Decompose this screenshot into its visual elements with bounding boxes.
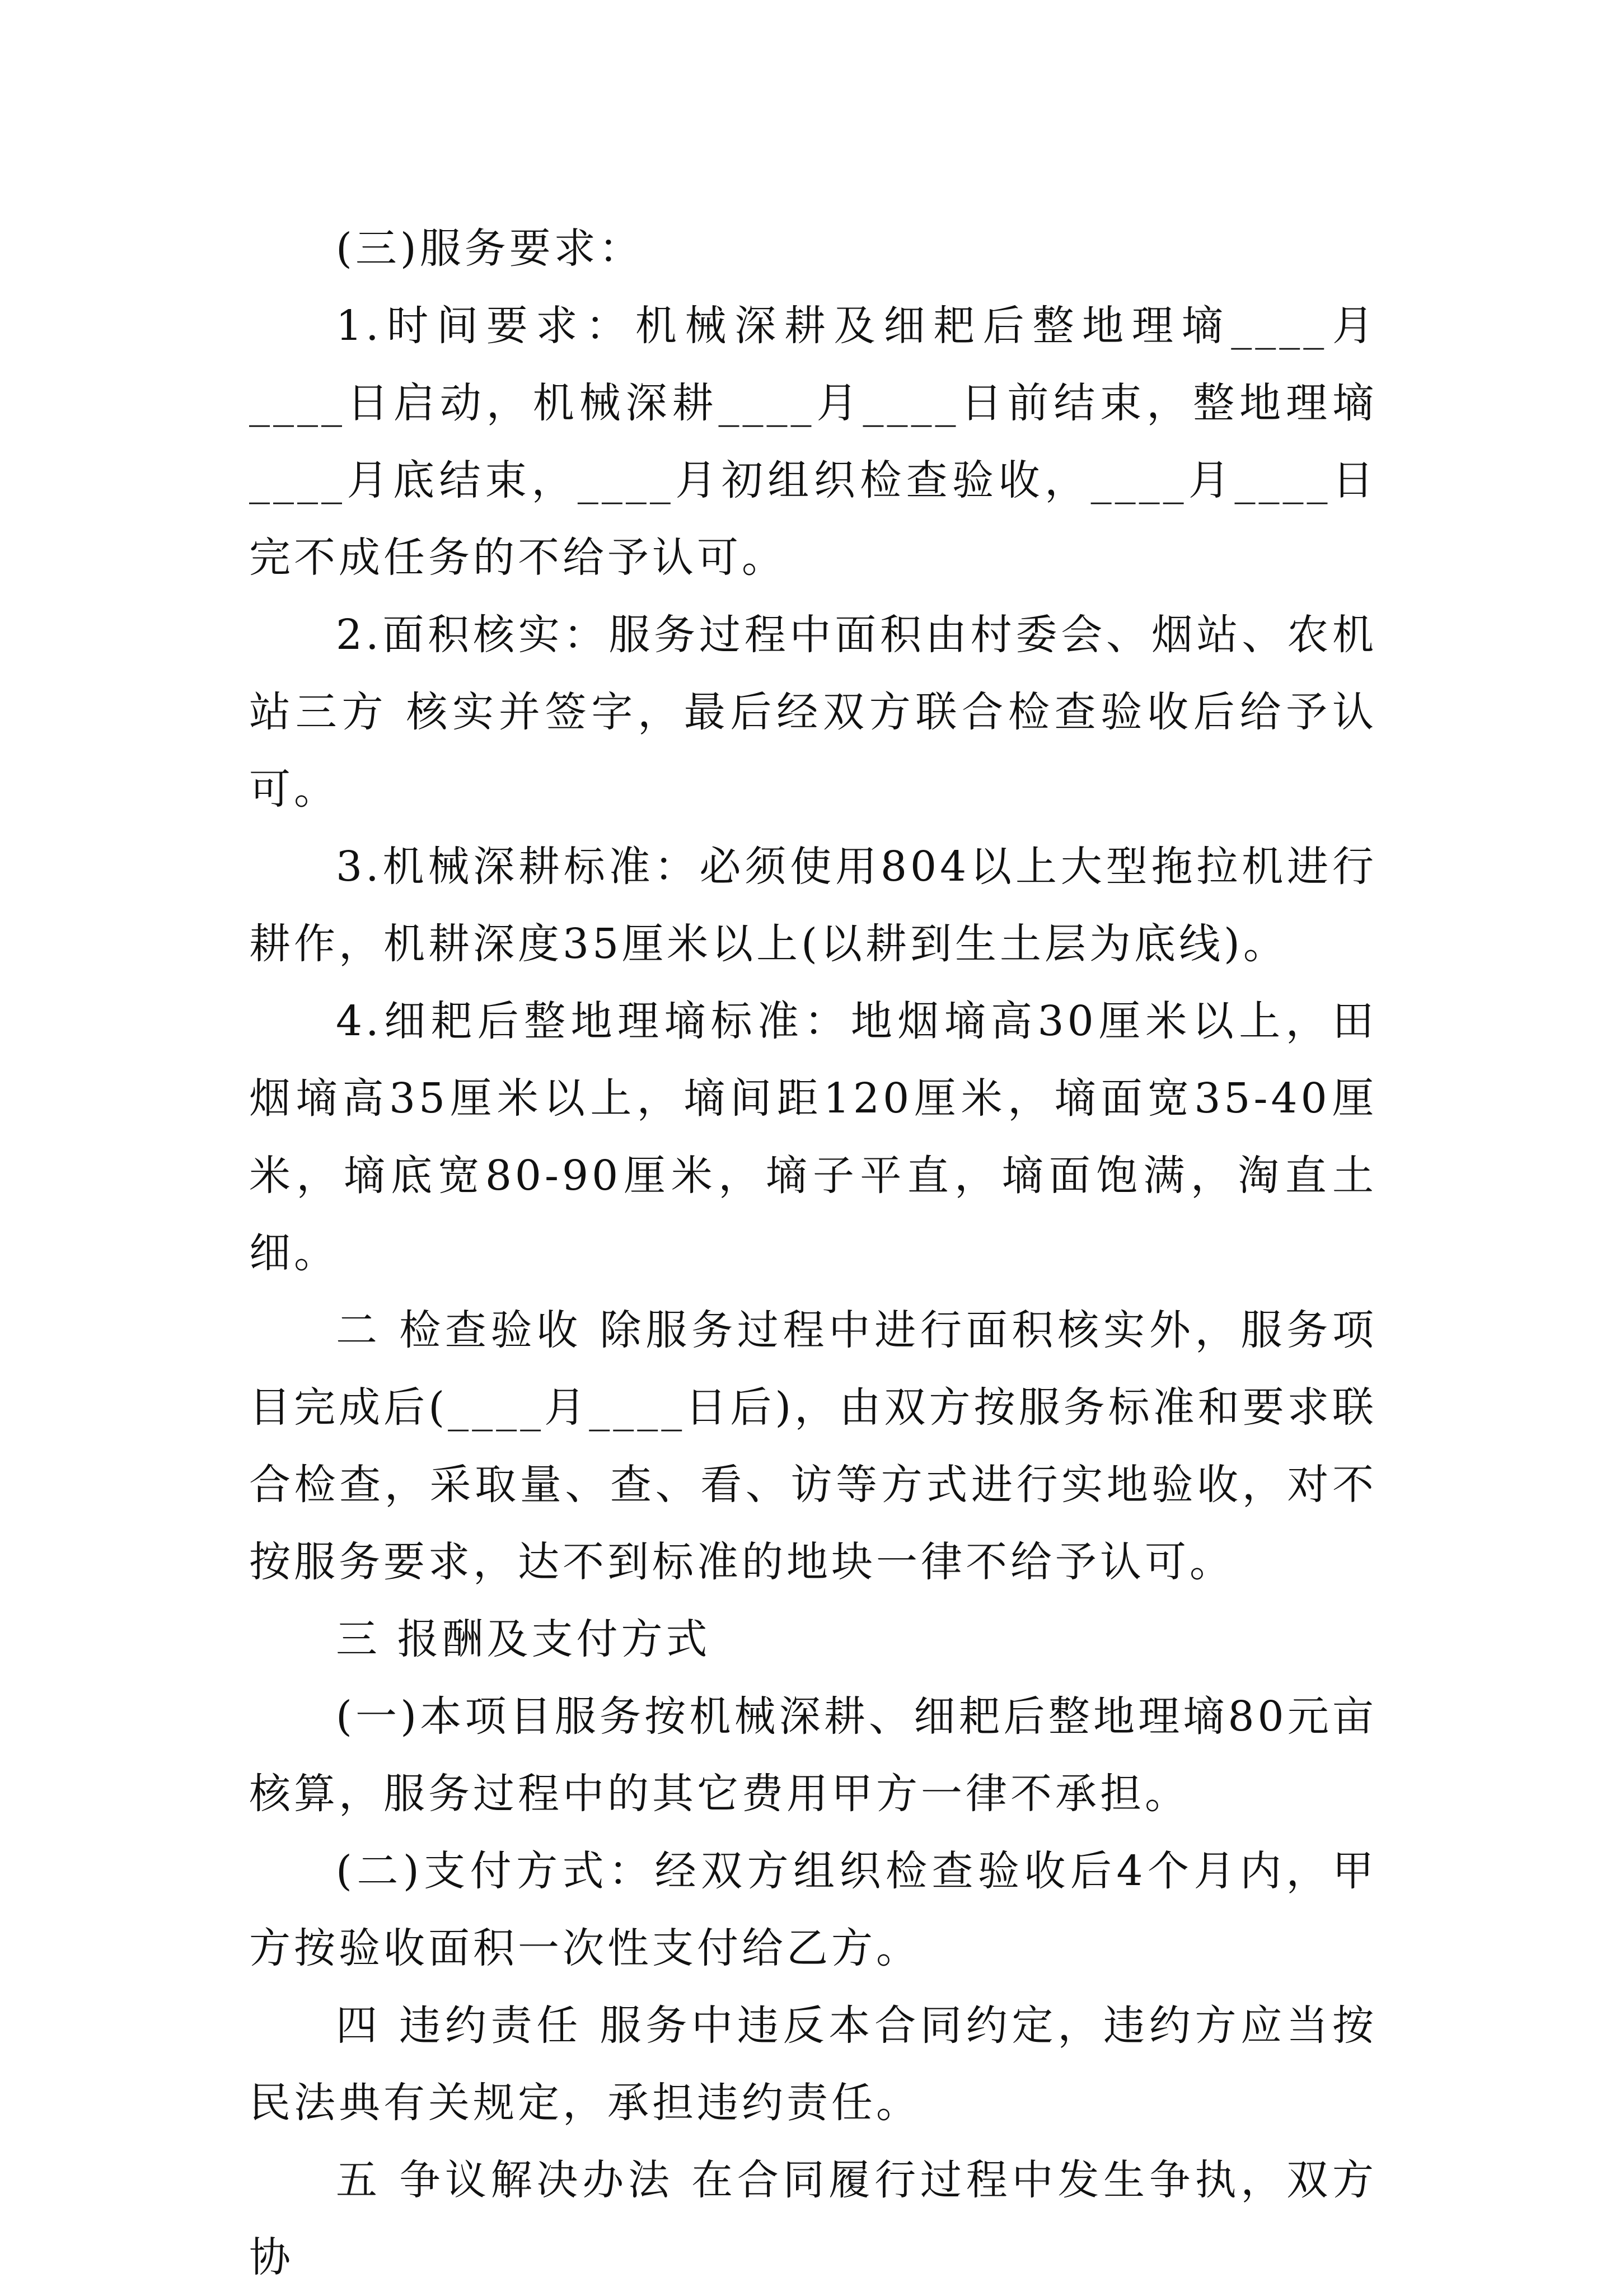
paragraph-time-requirements: 1.时间要求：机械深耕及细耙后整地理墒____月____日启动，机械深耕____月____日前结束，整地理墒____月底结束，____月初组织检查验收，____月____日完不成任务的不给予认可。 [249, 302, 1377, 582]
paragraph-payment-method: (二)支付方式：经双方组织检查验收后4个月内，甲方按验收面积一次性支付给乙方。 [249, 1847, 1377, 1972]
paragraph-payment-calculation: (一)本项目服务按机械深耕、细耙后整地理墒80元亩核算，服务过程中的其它费用甲方一律不承担。 [249, 1692, 1377, 1818]
section-heading-payment: 三 报酬及支付方式 [336, 1615, 711, 1663]
document-body [249, 210, 1377, 2296]
paragraph-dispute-resolution: 五 争议解决办法 在合同履行过程中发生争执，双方协 [249, 2156, 1377, 2281]
paragraph-deep-plowing-standard: 3.机械深耕标准：必须使用804以上大型拖拉机进行耕作，机耕深度35厘米以上(以耕到生土层为底线)。 [249, 843, 1377, 968]
paragraph-ridge-standard: 4.细耙后整地理墒标准：地烟墒高30厘米以上，田烟墒高35厘米以上，墒间距120厘米，墒面宽35-40厘米，墒底宽80-90厘米，墒子平直，墒面饱满，淘直土细。 [249, 997, 1377, 1277]
paragraph-liability: 四 违约责任 服务中违反本合同约定，违约方应当按民法典有关规定，承担违约责任。 [249, 2002, 1377, 2127]
paragraph-inspection-acceptance: 二 检查验收 除服务过程中进行面积核实外，服务项目完成后(____月____日后)，由双方按服务标准和要求联合检查，采取量、查、看、访等方式进行实地验收，对不按服务要求，达不到标准的地块一律不给予认可。 [249, 1306, 1377, 1586]
section-heading-service-requirements: (三)服务要求： [336, 225, 644, 273]
paragraph-area-verification: 2.面积核实：服务过程中面积由村委会、烟站、农机站三方 核实并签字，最后经双方联合检查验收后给予认可。 [249, 611, 1377, 813]
